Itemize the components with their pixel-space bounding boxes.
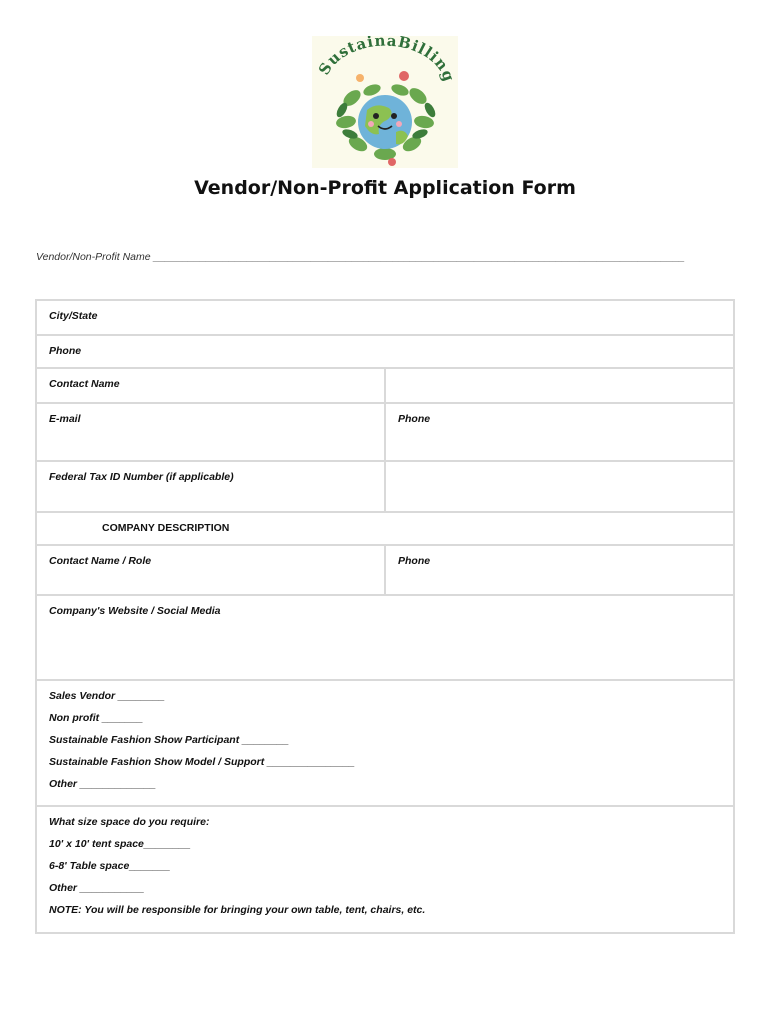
contact-role-field[interactable]: Contact Name / Role bbox=[37, 546, 386, 594]
row-company-description bbox=[37, 511, 733, 544]
row-space bbox=[37, 805, 733, 932]
option-non-profit[interactable]: Non profit _______ bbox=[49, 712, 143, 724]
option-fashion-show-model[interactable]: Sustainable Fashion Show Model / Support _______________ bbox=[49, 756, 355, 768]
tax-id-field[interactable]: Federal Tax ID Number (if applicable) bbox=[37, 462, 386, 511]
phone-field[interactable]: Phone bbox=[49, 345, 82, 357]
logo-text: SustainaBilling bbox=[314, 36, 458, 85]
email-phone-field[interactable]: Phone bbox=[398, 413, 431, 425]
space-question: What size space do you require: bbox=[49, 816, 210, 828]
space-note: NOTE: You will be responsible for bringing your own table, tent, chairs, etc. bbox=[49, 904, 426, 916]
logo bbox=[312, 36, 458, 168]
logo-graphic bbox=[312, 36, 458, 168]
contact-name-blank[interactable] bbox=[386, 369, 733, 402]
row-city-state bbox=[37, 301, 733, 334]
row-tax-id bbox=[37, 460, 733, 511]
row-contact-role bbox=[37, 544, 733, 594]
option-sales-vendor[interactable]: Sales Vendor ________ bbox=[49, 690, 165, 702]
email-field[interactable]: E-mail bbox=[37, 404, 386, 460]
row-phone bbox=[37, 334, 733, 367]
option-other[interactable]: Other _____________ bbox=[49, 778, 156, 790]
row-website bbox=[37, 594, 733, 679]
vendor-name-field[interactable]: Vendor/Non-Profit Name ___________________________________________________________________________________________ bbox=[36, 251, 685, 263]
space-tent[interactable]: 10' x 10' tent space________ bbox=[49, 838, 191, 850]
row-participation bbox=[37, 679, 733, 805]
application-form-table bbox=[35, 299, 735, 934]
row-contact-name bbox=[37, 367, 733, 402]
space-requirements bbox=[37, 807, 733, 932]
row-email bbox=[37, 402, 733, 460]
tax-id-blank[interactable] bbox=[386, 462, 733, 511]
city-state-field[interactable]: City/State bbox=[49, 310, 98, 322]
page-title: Vendor/Non-Profit Application Form bbox=[194, 177, 576, 199]
company-description-heading: COMPANY DESCRIPTION bbox=[102, 522, 230, 534]
space-table[interactable]: 6-8' Table space_______ bbox=[49, 860, 171, 872]
participation-options bbox=[37, 681, 733, 805]
contact-name-field[interactable]: Contact Name bbox=[37, 369, 386, 402]
website-field[interactable]: Company's Website / Social Media bbox=[49, 605, 221, 617]
option-fashion-show-participant[interactable]: Sustainable Fashion Show Participant ________ bbox=[49, 734, 289, 746]
space-other[interactable]: Other ___________ bbox=[49, 882, 145, 894]
contact-role-phone-field[interactable]: Phone bbox=[398, 555, 431, 567]
